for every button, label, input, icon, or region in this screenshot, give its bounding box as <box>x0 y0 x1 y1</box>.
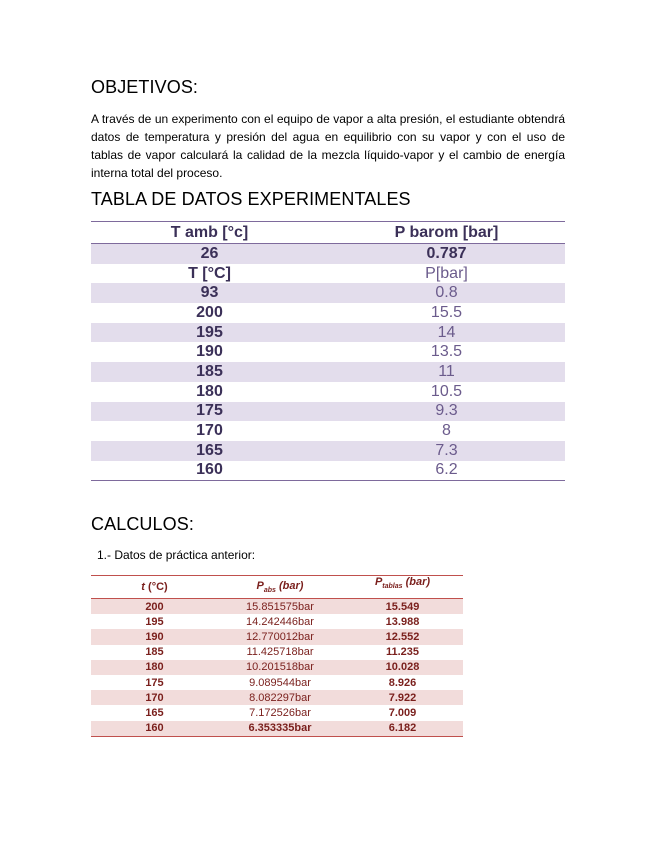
cell-pabs: 11.425718bar <box>246 646 314 659</box>
cell-ptablas: 7.922 <box>388 691 417 704</box>
cell-p: 9.3 <box>435 402 458 420</box>
cell-t: 195 <box>196 323 223 341</box>
cell-ptablas: 6.182 <box>388 722 417 735</box>
cell-ptablas: 15.549 <box>385 600 420 613</box>
cell-t: 200 <box>196 303 223 321</box>
cell-t: 160 <box>196 461 223 479</box>
table-row <box>91 303 565 323</box>
cell-pabs: 12.770012bar <box>246 630 314 643</box>
header-t-unit: (°C) <box>148 581 168 593</box>
cell-ptablas: 13.988 <box>385 615 420 628</box>
ambient-temperature: 26 <box>200 244 219 262</box>
table-header-row <box>91 576 463 599</box>
cell-pabs: 14.242446bar <box>246 615 314 628</box>
objetivos-heading: OBJETIVOS: <box>91 77 199 97</box>
table-row <box>91 264 565 284</box>
cell-p: 0.8 <box>435 284 458 302</box>
cell-t: 165 <box>196 441 223 459</box>
cell-p: 14 <box>437 323 456 341</box>
subheader-p: P[bar] <box>425 264 468 282</box>
table-row <box>91 362 565 382</box>
calculos-subheading: 1.- Datos de práctica anterior: <box>97 548 256 562</box>
cell-pabs: 7.172526bar <box>249 706 311 719</box>
header-pabs-unit: (bar) <box>279 579 304 592</box>
cell-t: 160 <box>145 722 164 735</box>
cell-ptablas: 12.552 <box>385 630 420 643</box>
header-t <box>91 581 218 593</box>
cell-p: 13.5 <box>430 343 463 361</box>
cell-p: 15.5 <box>430 303 463 321</box>
cell-t: 190 <box>196 343 223 361</box>
cell-t: 170 <box>196 422 223 440</box>
cell-t: 180 <box>145 661 164 674</box>
table-row <box>91 599 463 614</box>
header-ptab-sub: tablas <box>382 583 403 591</box>
table-row <box>91 721 463 736</box>
cell-ptablas: 11.235 <box>385 646 420 659</box>
cell-t: 195 <box>145 615 164 628</box>
cell-t: 165 <box>145 706 164 719</box>
table-row <box>91 421 565 441</box>
header-ptab-unit: (bar) <box>405 575 431 588</box>
cell-p: 10.5 <box>430 382 463 400</box>
table-row <box>91 645 463 660</box>
cell-ptablas: 7.009 <box>388 706 417 719</box>
header-pabs <box>218 580 342 594</box>
cell-t: 180 <box>196 382 223 400</box>
cell-t: 175 <box>145 676 164 689</box>
cell-pabs: 8.082297bar <box>249 691 311 704</box>
tabla-heading: TABLA DE DATOS EXPERIMENTALES <box>91 189 411 209</box>
table-row <box>91 244 565 264</box>
header-p-barom: P barom [bar] <box>394 223 499 241</box>
cell-pabs: 15.851575bar <box>246 600 314 613</box>
cell-pabs: 10.201518bar <box>246 661 314 674</box>
table-row <box>91 461 565 481</box>
table-row <box>91 614 463 629</box>
cell-t: 185 <box>196 362 223 380</box>
table-row <box>91 402 565 422</box>
cell-p: 7.3 <box>435 441 458 459</box>
header-pabs-label: P <box>256 579 264 592</box>
subheader-t: T [°C] <box>188 264 231 282</box>
cell-p: 11 <box>438 362 455 380</box>
table-row <box>91 382 565 402</box>
cell-pabs: 6.353335bar <box>248 722 312 735</box>
table-row <box>91 441 565 461</box>
header-pabs-sub: abs <box>263 587 276 595</box>
table-row <box>91 675 463 690</box>
cell-pabs: 9.089544bar <box>249 676 311 689</box>
experimental-data-table <box>91 221 565 481</box>
header-ptablas <box>342 575 463 594</box>
table-row <box>91 629 463 644</box>
cell-t: 185 <box>145 646 164 659</box>
table-row <box>91 705 463 720</box>
header-t-label: t <box>141 581 145 593</box>
cell-t: 200 <box>145 600 164 613</box>
calculos-heading: CALCULOS: <box>91 514 194 534</box>
cell-t: 190 <box>145 630 164 643</box>
cell-t: 93 <box>200 284 219 302</box>
cell-t: 170 <box>145 691 164 704</box>
cell-t: 175 <box>196 402 223 420</box>
header-t-amb: T amb [°c] <box>170 223 249 241</box>
table-row <box>91 323 565 343</box>
table-row <box>91 342 565 362</box>
table-row <box>91 660 463 675</box>
cell-p: 8 <box>442 422 451 440</box>
objetivos-paragraph: A través de un experimento con el equipo de vapor a alta presión, el estudiante obtendrá datos de temperatura y presión del agua en equilibrio con su vapor y con el uso de tablas de vapor calculará la calidad de la mezcla líquido-vapor y el cambio de energía interna total del proceso. <box>91 112 565 180</box>
cell-ptablas: 10.028 <box>385 661 420 674</box>
header-ptab-label: P <box>374 575 383 588</box>
cell-ptablas: 8.926 <box>388 676 417 689</box>
table-row <box>91 690 463 705</box>
table-header-row <box>91 222 565 244</box>
cell-p: 6.2 <box>435 461 458 479</box>
previous-practice-table <box>91 575 463 737</box>
barometric-pressure: 0.787 <box>426 244 467 262</box>
table-row <box>91 283 565 303</box>
